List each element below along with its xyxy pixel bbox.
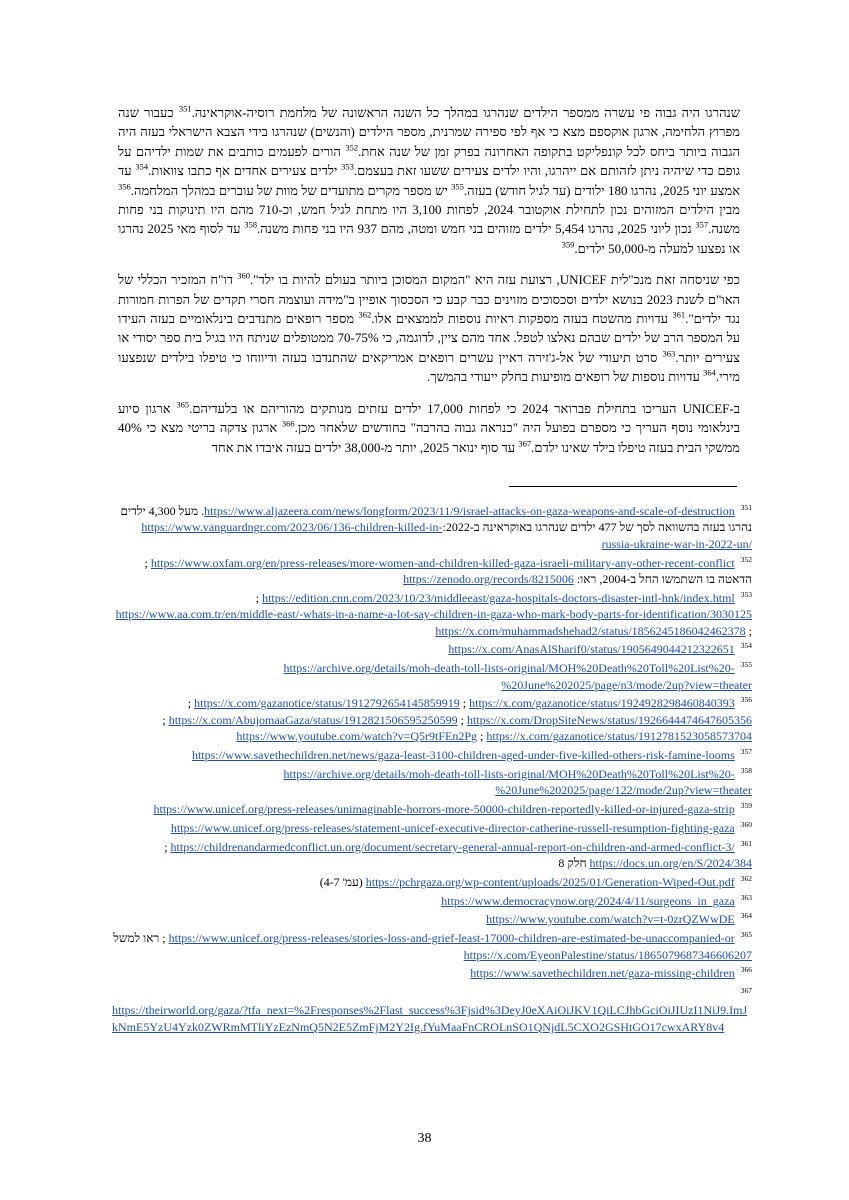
footnote-reference[interactable]: 358 <box>244 220 257 231</box>
footnote-link[interactable]: https://x.com/muhammadshehad2/status/1856245186042462378 <box>435 623 746 638</box>
body-paragraph <box>118 270 740 386</box>
body-text-run: כעבור שנה מפרוץ הלחימה, ארגון אוקספם מצא כי אף לפי ספירה שמרנית, מספר הילדים (והנשים) שנהרגו בידי הצבא הישראלי בעזה היה הגבוה ביותר ביחס לכל קונפליקט בתקופה האחרונה בפרק זמן של שנה אחת. <box>118 105 741 159</box>
footnote-text: ; <box>255 590 263 605</box>
body-text-run: עד לסוף מאי 2025 נהרגו או נפצעו למעלה מ-50,000 ילדים. <box>118 221 740 256</box>
footnote-link[interactable]: https://www.democracynow.org/2024/4/11/surgeons_in_gaza <box>441 893 735 908</box>
footnote: 360https://www.unicef.org/press-releases/statement-unicef-executive-director-catherine-russell-resumption-fighting-gaza <box>170 819 752 835</box>
footnote-link[interactable]: https://childrenandarmedconflict.un.org/document/secretary-general-annual-report-on-children-and-armed-conflict-3/ <box>170 839 735 854</box>
footnote-reference[interactable]: 362 <box>358 309 372 320</box>
footnote-link[interactable]: https://www.unicef.org/press-releases/stories-loss-and-grief-least-17000-children-are-estimated-be-unaccompanied-or <box>168 931 735 946</box>
footnote-text: . מעל 4,300 ילדים נהרגו בעזה בהשוואה לסך של 477 ילדים שנהרגו באוקראינה ב-2022: <box>120 504 752 535</box>
footnote-link[interactable]: https://www.savethechildren.net/news/gaza-least-3100-children-aged-under-five-killed-others-risk-famine-looms <box>191 748 735 763</box>
footnote: 367 https://theirworld.org/gaza/?tfa_next=%2Fresponses%2Flast_success%3Fjsid%3DeyJ0eXAiOiJKV1QiLCJhbGciOiJIUzI1NiJ9.ImJkNmE5YzU4Yzk0ZWRmMTliYzEzNmQ5N2E5ZmFjM2Y2Ig.fYuMaaFnCROLnSO1QNjdL5CXO2GSHtGO17cwxARY8v4 <box>112 986 752 1035</box>
body-text-run: מבין הילדים המזוהים נכון לתחילת אוקטובר 2024, לפחות 3,100 היו מתחת לגיל חמש, וכ-710 מהם היו תינוקות בני פחות משנה. <box>118 202 741 237</box>
body-text-run: ילדים צעירים אחדים אף כתבו צוואות. <box>148 163 342 179</box>
footnote-link[interactable]: https://zenodo.org/records/8215006 <box>403 572 574 587</box>
footnote-link[interactable]: https://edition.cnn.com/2023/10/23/middleeast/gaza-hospitals-doctors-disaster-intl-hnk/index.html <box>262 590 735 605</box>
footnote-link[interactable]: https://x.com/DropSiteNews/status/1926644474647605356 <box>467 712 752 727</box>
body-text-run: הורים לפעמים כותבים את שמות ילדיהם על גופם כדי שיהיה ניתן לזהותם אם ייהרגו, והיו ילדים צעירים ששעו זאת בעצמם. <box>118 143 741 179</box>
footnote-text: ; הדאטה בו השתמשו החל ב-2004, ראו: <box>144 555 752 587</box>
footnote: 358https://archive.org/details/moh-death-toll-lists-original/MOH%20Death%20Toll%20List%20-%20June%202025/page/122/mode/2up?view=theater <box>283 765 752 798</box>
body-text-run: עדויות מהשטח בעזה מספקות ראיות נוספות לממצאים אלו. <box>371 311 673 327</box>
footnote-reference[interactable]: 364 <box>703 367 716 378</box>
footnote-link[interactable]: https://pchrgaza.org/wp-content/uploads/2025/01/Generation-Wiped-Out.pdf <box>365 874 735 889</box>
footnote-reference[interactable]: 356 <box>118 181 131 192</box>
footnote-link[interactable]: https://www.vanguardngr.com/2023/06/136-children-killed-in-russia-ukraine-war-in-2022-un/ <box>141 520 752 551</box>
body-paragraph <box>118 399 740 457</box>
footnote-link[interactable]: https://www.savethechildren.net/gaza-missing-children <box>470 966 735 981</box>
body-text-run: סרט תיעודי של אל-ג'זירה ראיין עשרים רופאים אמריקאים שהתנדבו בעזה ודיווחו כי טיפלו בילדים שנפצעו מירי. <box>118 349 740 385</box>
footnote: 364https://www.youtube.com/watch?v=t-0zrQZWwDE <box>486 911 752 927</box>
footnote-text: ; <box>457 712 467 727</box>
main-text <box>118 103 740 469</box>
footnote: 351https://www.aljazeera.com/news/longform/2023/11/9/israel-attacks-on-gaza-weapons-and-scale-of-destruction. מעל 4,300 ילדים נהרגו בעזה בהשוואה לסך של 477 ילדים שנהרגו באוקראינה ב-2022:https://www.vanguardngr.com/2023/06/136-children-killed-in-russia-ukraine-war-in-2022-un/ <box>120 503 752 551</box>
footnote: 352https://www.oxfam.org/en/press-releases/more-women-and-children-killed-gaza-israeli-military-any-other-recent-conflict ; הדאטה בו השתמשו החל ב-2004, ראו: https://zenodo.org/records/8215006 <box>144 554 752 587</box>
footnote-reference[interactable]: 361 <box>672 309 686 320</box>
footnote-text: ; <box>477 729 487 744</box>
footnote-reference[interactable]: 359 <box>561 239 575 250</box>
footnote-link[interactable]: https://x.com/gazanotice/status/1924928298460840393 <box>469 696 735 711</box>
body-text-run: מספר רופאים מתנדבים בינלאומיים בעזה העידו על המספר הרב של ילדים שבהם נאלצו לטפל. אחד מהם ציין, לדוגמה, כי 70-75% ממטופלים שניתח היו בגיל בית ספר יסודי או צעירים יותר. <box>118 311 741 365</box>
footnote-link[interactable]: https://x.com/AbujomaaGaza/status/1912821506595250599 <box>168 712 458 727</box>
footnote-text: ; <box>164 839 171 854</box>
footnote-separator <box>509 486 737 487</box>
footnote-link[interactable]: https://x.com/gazanotice/status/1912781523058573704 <box>486 729 752 744</box>
footnote: 354https://x.com/AnasAlSharif0/status/1905649044212322651 <box>448 641 752 657</box>
body-paragraph <box>118 103 740 258</box>
footnote-link[interactable]: https://x.com/AnasAlSharif0/status/1905649044212322651 <box>448 642 735 657</box>
footnote-text: ; <box>459 696 470 711</box>
footnote-link[interactable]: https://x.com/EyeonPalestine/status/1865079687346606207 <box>463 947 752 962</box>
body-text-run: יש מספר מקרים מתועדים של מוות של עוברים במהלך המלחמה. <box>130 182 452 198</box>
footnote-link[interactable]: https://www.youtube.com/watch?v=t-0zrQZWwDE <box>486 912 735 927</box>
body-text-run: ב-UNICEF העריכו בתחילת פברואר 2024 כי לפחות 17,000 ילדים עזתים מנותקים מהוריהם או בלעדיהם. <box>189 400 740 416</box>
footnote-reference[interactable]: 365 <box>176 399 190 410</box>
footnote: 361https://childrenandarmedconflict.un.org/document/secretary-general-annual-report-on-children-and-armed-conflict-3/ ; https://docs.un.org/en/S/2024/384 חלק 8 <box>164 838 752 871</box>
footnote-text: ; ראו למשל <box>113 931 169 946</box>
body-text-run: עדויות נוספות של רופאים מופיעות בחלק ייעודי בהמשך. <box>427 369 704 385</box>
footnote-reference[interactable]: 354 <box>135 161 149 172</box>
footnote-reference[interactable]: 355 <box>451 181 464 192</box>
footnote-link[interactable]: https://x.com/gazanotice/status/1912792654145859919 <box>194 696 460 711</box>
footnote-link[interactable]: https://www.youtube.com/watch?v=Q5r9tFEn2Pg <box>236 729 478 744</box>
footnote-reference[interactable]: 366 <box>281 418 295 429</box>
body-text-run: ארגון צדקה בריטי מצא כי 40% ממשקי הבית בעזה טיפלו בילד שאינו ילדם. <box>118 420 740 455</box>
footnote-text: ; <box>162 712 169 727</box>
footnote: 355https://archive.org/details/moh-death-toll-lists-original/MOH%20Death%20Toll%20List%20-%20June%202025/page/n3/mode/2up?view=theater <box>283 660 752 692</box>
footnote-text: ; <box>187 696 195 711</box>
footnote-reference[interactable]: 367 <box>518 438 532 449</box>
body-text-run: נכון ליוני 2025, נהרגו 5,454 ילדים מזוהים בני חמש ומטה, מהם 937 היו בני פחות משנה. <box>256 221 696 237</box>
footnote: 362https://pchrgaza.org/wp-content/uploads/2025/01/Generation-Wiped-Out.pdf (עמ' 4-7) <box>319 873 752 889</box>
footnote-link[interactable]: https://www.aa.com.tr/en/middle-east/-whats-in-a-name-a-lot-say-children-in-gaza-who-mark-body-parts-for-identification/3030125 <box>115 607 752 622</box>
body-text-run: שנהרגו היה גבוה פי עשרה ממספר הילדים שנהרגו במהלך כל השנה הראשונה של מלחמת רוסיה-אוקראינה. <box>191 105 740 120</box>
footnote-link[interactable]: https://www.oxfam.org/en/press-releases/more-women-and-children-killed-gaza-israeli-military-any-other-recent-conflict <box>150 555 735 570</box>
footnote-text: חלק 8 <box>558 856 590 871</box>
footnote: 365https://www.unicef.org/press-releases/stories-loss-and-grief-least-17000-children-are-estimated-be-unaccompanied-or ; ראו למשל https://x.com/EyeonPalestine/status/1865079687346606207 <box>113 930 752 962</box>
body-text-run: דו"ח המזכיר הכללי של האו"ם לשנת 2023 בנושא ילדים וסכסוכים מזוינים כבר קבע כי הסכסוך אופיין ב"מידה ועוצמה חסרי תקדים של הפרות חמורות נגד ילדים". <box>118 272 741 327</box>
footnote-text: ; <box>745 623 752 638</box>
body-text-run: ארגון סיוע בינלאומי נוסף העריך כי מספרם בפועל היה "כנראה גבוה בהרבה" בחודשים שלאחר מכן. <box>118 400 740 436</box>
footnote-link[interactable]: https://docs.un.org/en/S/2024/384 <box>589 856 752 871</box>
footnote-reference[interactable]: 351 <box>178 103 192 114</box>
footnote-link[interactable]: https://www.unicef.org/press-releases/unimaginable-horrors-more-50000-children-reportedly-killed-or-injured-gaza-strip <box>153 802 735 817</box>
footnote-text: (עמ' 4-7) <box>319 874 366 889</box>
footnote-link[interactable]: https://theirworld.org/gaza/?tfa_next=%2Fresponses%2Flast_success%3Fjsid%3DeyJ0eXAiOiJKV1QiLCJhbGciOiJIUzI1NiJ9.ImJkNmE5YzU4Yzk0ZWRmMTliYzEzNmQ5N2E5ZmFjM2Y2Ig.fYuMaaFnCROLnSO1QNjdL5CXO2GSHtGO17cwxARY8v4 <box>112 1003 748 1034</box>
footnote-link[interactable]: https://www.aljazeera.com/news/longform/2023/11/9/israel-attacks-on-gaza-weapons-and-scale-of-destruction <box>204 504 735 518</box>
footnote-link[interactable]: https://www.unicef.org/press-releases/statement-unicef-executive-director-catherine-russell-resumption-fighting-gaza <box>170 820 735 835</box>
footnote: 359https://www.unicef.org/press-releases/unimaginable-horrors-more-50000-children-reportedly-killed-or-injured-gaza-strip <box>153 801 752 817</box>
footnote-link[interactable]: https://archive.org/details/moh-death-toll-lists-original/MOH%20Death%20Toll%20List%20-%20June%202025/page/122/mode/2up?view=theater <box>283 766 752 798</box>
footnote-reference[interactable]: 360 <box>237 270 250 281</box>
footnotes-section <box>112 503 752 1037</box>
footnote-reference[interactable]: 357 <box>695 220 709 231</box>
footnote-reference[interactable]: 353 <box>341 161 354 172</box>
footnote: 356https://x.com/gazanotice/status/1924928298460840393 ; https://x.com/gazanotice/status/1912792654145859919 ; https://x.com/DropSiteNews/status/1926644474647605356 ; https://x.com/AbujomaaGaza/status/1912821506595250599 ; https://x.com/gazanotice/status/1912781523058573704 ; https://www.youtube.com/watch?v=Q5r9tFEn2Pg <box>162 695 752 744</box>
footnote: 366https://www.savethechildren.net/gaza-missing-children <box>470 965 752 981</box>
footnote-reference[interactable]: 363 <box>662 348 676 359</box>
body-text-run: עד סוף ינואר 2025, יותר מ-38,000 ילדים בעזה איבדו את אחד <box>211 439 519 455</box>
page-number: 38 <box>417 1131 432 1146</box>
footnote-reference[interactable]: 352 <box>345 142 359 153</box>
footnote: 353https://edition.cnn.com/2023/10/23/middleeast/gaza-hospitals-doctors-disaster-intl-hnk/index.html ; https://www.aa.com.tr/en/middle-east/-whats-in-a-name-a-lot-say-children-in-gaza-who-mark-body-parts-for-identification/3030125 ; https://x.com/muhammadshehad2/status/1856245186042462378 <box>115 589 752 638</box>
footnote: 357https://www.savethechildren.net/news/gaza-least-3100-children-aged-under-five-killed-others-risk-famine-looms <box>191 747 752 763</box>
footnote: 363https://www.democracynow.org/2024/4/11/surgeons_in_gaza <box>441 892 752 908</box>
footnote-link[interactable]: https://archive.org/details/moh-death-toll-lists-original/MOH%20Death%20Toll%20List%20-%20June%202025/page/n3/mode/2up?view=theater <box>283 661 752 692</box>
body-text-run: כפי שניסחה זאת מנכ"לית UNICEF, רצועת עזה היא "המקום המסוכן ביותר בעולם להיות בו ילד". <box>249 272 740 288</box>
body-text-run: עד אמצע יוני 2025, נהרגו 180 ילודים (עד לגיל חודש) בעזה. <box>118 163 740 198</box>
